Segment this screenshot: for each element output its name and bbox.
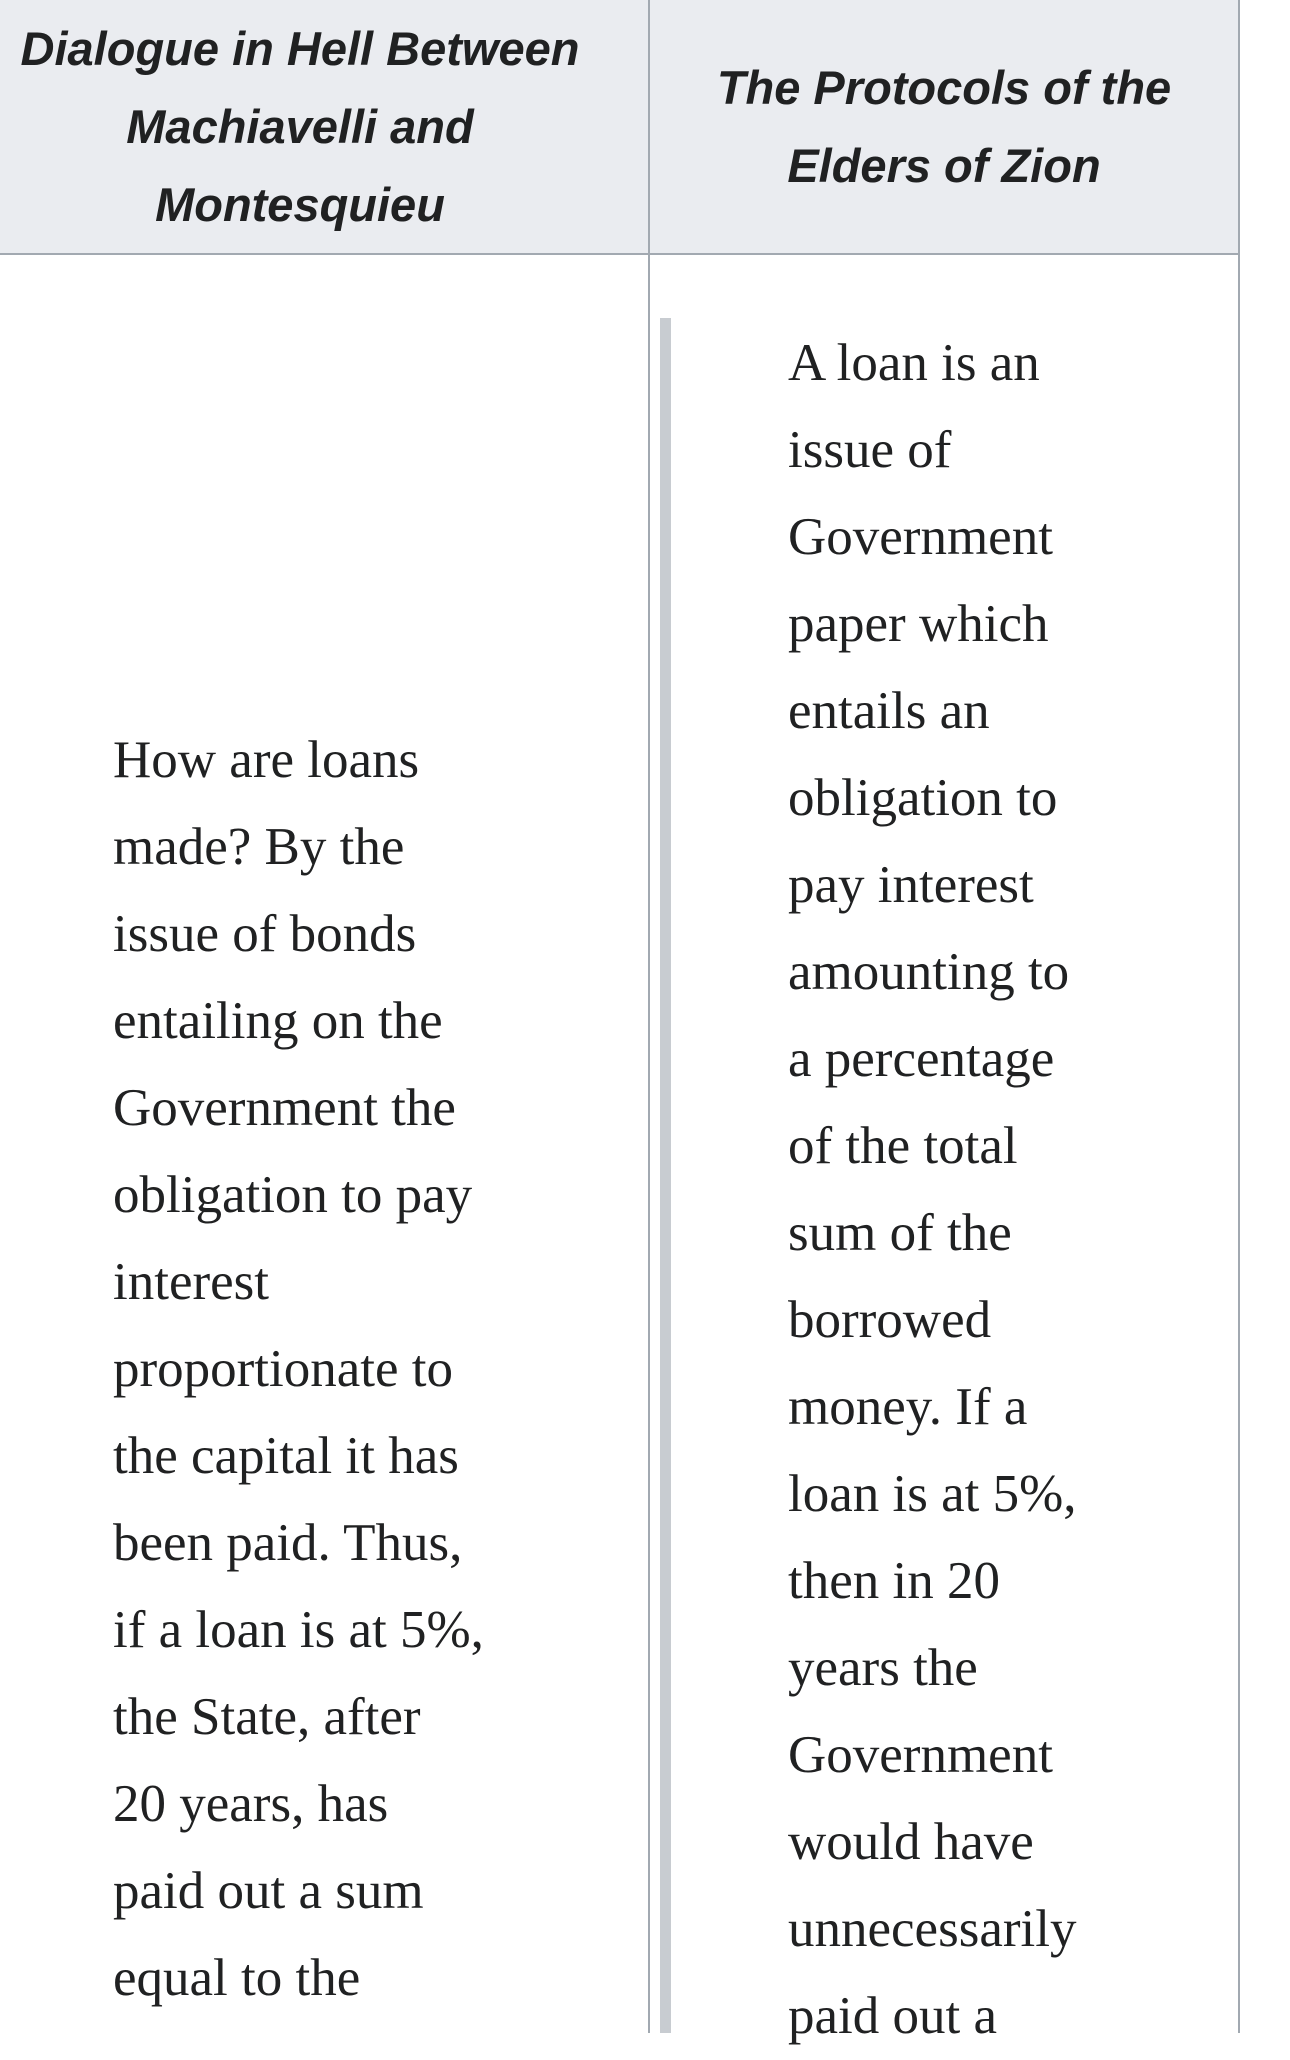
header-line: Elders of Zion: [787, 138, 1101, 192]
header-line: Machiavelli and: [126, 99, 474, 153]
cell-dialogue-text: [113, 717, 593, 2022]
text-line: if a loan is at 5%,: [113, 1601, 484, 1659]
text-line: of the total: [788, 1117, 1018, 1175]
header-protocols: [648, 0, 1240, 255]
text-line: pay interest: [788, 856, 1034, 914]
text-line: Government the: [113, 1079, 456, 1137]
text-line: How are loans: [113, 731, 420, 789]
text-line: paid out a sum: [113, 1862, 424, 1920]
text-line: sum of the: [788, 1204, 1012, 1262]
text-line: obligation to pay: [113, 1166, 473, 1224]
text-line: amounting to: [788, 943, 1070, 1001]
cell-protocols-text: [788, 320, 1188, 2060]
text-line: a percentage: [788, 1030, 1055, 1088]
text-line: interest: [113, 1253, 269, 1311]
text-line: equal to the: [113, 1949, 361, 2007]
header-dialogue-in-hell: [0, 0, 648, 255]
text-line: obligation to: [788, 769, 1058, 827]
header-line: The Protocols of the: [716, 60, 1172, 114]
header-text: [21, 10, 580, 244]
text-line: paid out a: [788, 1987, 997, 2045]
text-line: proportionate to: [113, 1340, 453, 1398]
text-line: made? By the: [113, 818, 405, 876]
text-line: Government: [788, 508, 1053, 566]
text-line: years the: [788, 1639, 978, 1697]
text-line: would have: [788, 1813, 1034, 1871]
text-line: borrowed: [788, 1291, 992, 1349]
header-text: [717, 49, 1171, 205]
text-line: the capital it has: [113, 1427, 459, 1485]
text-line: been paid. Thus,: [113, 1514, 463, 1572]
text-line: issue of: [788, 421, 952, 479]
text-line: the State, after: [113, 1688, 421, 1746]
text-line: Government: [788, 1726, 1053, 1784]
text-line: money. If a: [788, 1378, 1028, 1436]
header-line: Dialogue in Hell Between: [20, 21, 580, 75]
column-divider: [648, 0, 650, 2033]
header-line: Montesquieu: [155, 177, 445, 231]
text-line: A loan is an: [788, 334, 1040, 392]
text-line: then in 20: [788, 1552, 1000, 1610]
text-line: entails an: [788, 682, 990, 740]
text-line: loan is at 5%,: [788, 1465, 1077, 1523]
text-line: issue of bonds: [113, 905, 417, 963]
text-line: entailing on the: [113, 992, 443, 1050]
quote-bar: [660, 318, 671, 2033]
table-right-border: [1238, 0, 1240, 2033]
text-line: paper which: [788, 595, 1049, 653]
text-line: 20 years, has: [113, 1775, 389, 1833]
text-line: unnecessarily: [788, 1900, 1077, 1958]
